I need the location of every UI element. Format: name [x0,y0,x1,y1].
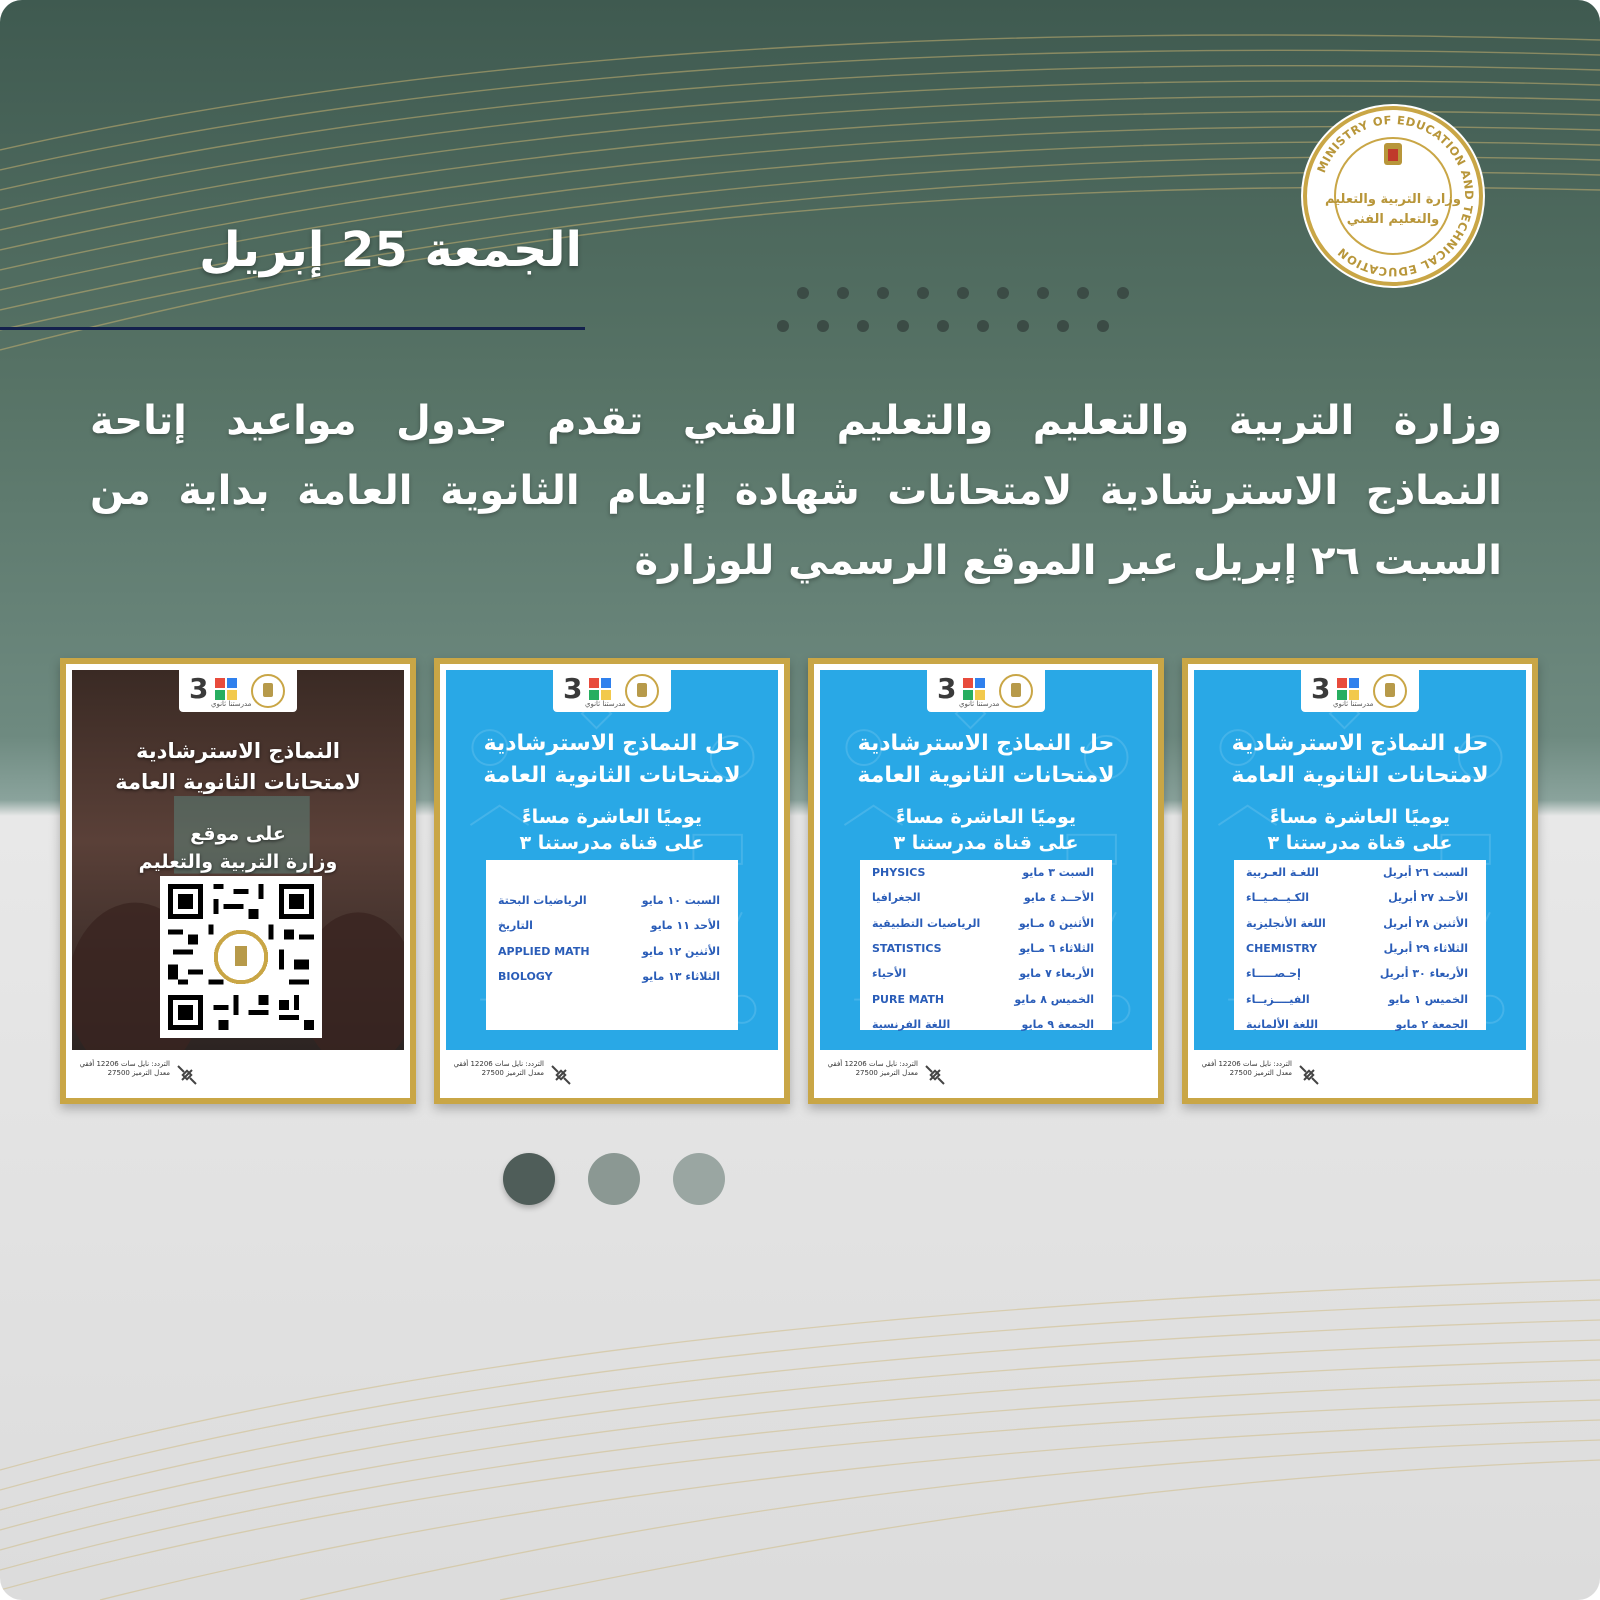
row-subject: الكـيــمـيــاء [1246,891,1309,904]
satellite-icon [548,1062,574,1088]
card-sub-line-1: يوميًا العاشرة مساءً [521,806,703,828]
date-title: الجمعة 25 إبريل [199,222,582,278]
row-day: الجمعة ٩ مايو [1021,1018,1094,1031]
logo-tiles-icon [1337,678,1359,700]
table-row [1234,1018,1486,1038]
table-row [860,993,1112,1013]
card-title-line-1: حل النماذج الاسترشادية [857,731,1115,756]
dot [1117,287,1129,299]
qr-title-line-1: النماذج الاسترشادية [136,739,340,763]
card-panel [820,670,1152,1050]
table-row [1234,917,1486,937]
schedule-table [1234,860,1486,1030]
table-row [1234,866,1486,886]
dot [1017,320,1029,332]
table-row [1234,967,1486,987]
logo-caption: مدرستنا ثانوي [211,700,252,708]
table-row [486,919,738,939]
row-day: الأثنين ٥ مـايو [1018,917,1094,930]
card-title-line-2: لامتحانات الثانوية العامة [857,763,1115,788]
schedule-table [860,860,1112,1030]
row-subject: BIOLOGY [498,970,553,983]
channel-logo [927,670,1045,712]
row-day: الأثنين ٢٨ أبريل [1383,917,1468,930]
qr-card[interactable] [60,658,416,1104]
row-day: الجمعة ٢ مايو [1395,1018,1468,1031]
row-subject: PURE MATH [872,993,945,1006]
row-day: الثلاثاء ٢٩ أبريل [1383,942,1468,955]
card-panel [446,670,778,1050]
row-day: الخميس ١ مايو [1388,993,1468,1006]
qr-sub-line-2: وزارة التربية والتعليم [138,851,338,873]
qr-sub-line-1: على موقع [190,823,286,845]
row-day: الخميس ٨ مايو [1014,993,1094,1006]
dot [877,287,889,299]
table-row [860,967,1112,987]
dot [1057,320,1069,332]
pager-dot-2[interactable] [588,1153,640,1205]
table-row [1234,942,1486,962]
card-subtitle [820,804,1152,856]
frequency-text: التردد: نايل سات 12206 أفقي معدل الترميز 27500 [453,1060,544,1077]
row-subject: اللغة الألمانية [1246,1018,1318,1031]
row-subject: APPLIED MATH [498,945,590,958]
row-subject: الفيــــزيــاء [1246,993,1310,1006]
card-subtitle [1194,804,1526,856]
schedule-card-3[interactable] [434,658,790,1104]
satellite-icon [174,1062,200,1088]
dot [977,320,989,332]
logo-tiles-icon [215,678,237,700]
row-subject: CHEMISTRY [1246,942,1318,955]
row-day: الأحـد ٢٧ أبريل [1388,891,1468,904]
card-sub-line-1: يوميًا العاشرة مساءً [895,806,1077,828]
logo-seal-icon [999,674,1033,708]
seal-arabic-1: وزارة التربية والتعليم [1325,192,1461,207]
frequency-text: التردد: نايل سات 12206 أفقي معدل الترميز 27500 [1201,1060,1292,1077]
qr-title-line-2: لامتحانات الثانوية العامة [115,770,361,794]
dot [917,287,929,299]
dot [897,320,909,332]
card-title [1194,728,1526,792]
row-subject: اللغـة العـربية [1246,866,1319,879]
logo-caption: مدرستنا ثانوي [959,700,1000,708]
row-day: الثلاثاء ٦ مـايو [1019,942,1094,955]
row-day: الأحد ١١ مايو [650,919,720,932]
table-row [486,970,738,990]
channel-logo [179,670,297,712]
dot [857,320,869,332]
row-day: الأربعاء ٣٠ أبريل [1379,967,1468,980]
dot [1037,287,1049,299]
table-row [1234,891,1486,911]
card-title-line-2: لامتحانات الثانوية العامة [483,763,741,788]
seal-arabic-2: والتعليم الفني [1346,212,1440,227]
satellite-icon [922,1062,948,1088]
dot [937,320,949,332]
row-day: السبت ١٠ مايو [641,894,720,907]
dot [1097,320,1109,332]
row-day: الثلاثاء ١٣ مايو [642,970,720,983]
dot [817,320,829,332]
card-footer [1200,1060,1340,1090]
row-subject: اللغة الأنجليزية [1246,917,1326,930]
table-row [860,917,1112,937]
row-subject: الرياضيات البحتة [498,894,587,907]
card-footer [826,1060,966,1090]
logo-seal-icon [251,674,285,708]
card-sub-line-2: على قناة مدرستنا ٣ [893,832,1079,854]
table-row [860,942,1112,962]
row-day: السبت ٢٦ أبريل [1382,866,1468,879]
seal-ring-text: MINISTRY OF EDUCATION AND TECHNICAL EDUCATION [1314,112,1477,280]
ministry-seal-icon [1300,103,1486,289]
headline [90,386,1502,596]
table-row [860,1018,1112,1038]
logo-number: 3 [189,672,209,705]
logo-number: 3 [1311,672,1331,705]
card-subtitle [446,804,778,856]
schedule-card-1[interactable] [1182,658,1538,1104]
dot [797,287,809,299]
channel-logo [553,670,671,712]
qr-code[interactable] [160,876,322,1038]
row-subject: STATISTICS [872,942,942,955]
card-sub-line-2: على قناة مدرستنا ٣ [519,832,705,854]
table-row [1234,993,1486,1013]
schedule-card-2[interactable] [808,658,1164,1104]
row-subject: التاريخ [498,919,533,932]
row-day: الأربعاء ٧ مايو [1019,967,1094,980]
card-panel [1194,670,1526,1050]
card-title [820,728,1152,792]
logo-caption: مدرستنا ثانوي [585,700,626,708]
qr-card-title [72,736,404,798]
logo-tiles-icon [589,678,611,700]
logo-tiles-icon [963,678,985,700]
frequency-text: التردد: نايل سات 12206 أفقي معدل الترميز 27500 [79,1060,170,1077]
channel-logo [1301,670,1419,712]
dot [1077,287,1089,299]
row-subject: PHYSICS [872,866,926,879]
logo-seal-icon [1373,674,1407,708]
dot [837,287,849,299]
table-row [860,866,1112,886]
row-subject: الجغرافيا [872,891,921,904]
card-title-line-1: حل النماذج الاسترشادية [483,731,741,756]
headline-line-2: النماذج الاسترشادية لامتحانات شهادة إتمام الثانوية العامة بداية من [90,468,1502,514]
row-subject: اللغة الفرنسية [872,1018,951,1031]
row-day: السبت ٣ مايو [1022,866,1094,879]
table-row [860,891,1112,911]
card-title-line-2: لامتحانات الثانوية العامة [1231,763,1489,788]
card-panel-photo [72,670,404,1050]
qr-code-icon [168,884,314,1030]
qr-card-subtitle [72,820,404,876]
card-sub-line-1: يوميًا العاشرة مساءً [1269,806,1451,828]
card-title [446,728,778,792]
logo-number: 3 [563,672,583,705]
dot [997,287,1009,299]
row-subject: إحـصـــــاء [1246,967,1301,980]
row-subject: الرياضيات التطبيقية [872,917,981,930]
pager-dot-1-active[interactable] [503,1153,555,1205]
dot [777,320,789,332]
logo-seal-icon [625,674,659,708]
card-title-line-1: حل النماذج الاسترشادية [1231,731,1489,756]
row-day: الأثنين ١٢ مايو [641,945,720,958]
card-footer [452,1060,592,1090]
table-row [486,894,738,914]
schedule-table [486,860,738,1030]
satellite-icon [1296,1062,1322,1088]
date-underline [0,327,585,330]
card-footer [78,1060,218,1090]
headline-line-3: السبت ٢٦ إبريل عبر الموقع الرسمي للوزارة [634,538,1502,584]
pager-dot-3[interactable] [673,1153,725,1205]
headline-line-1: وزارة التربية والتعليم والتعليم الفني تقدم جدول مواعيد إتاحة [90,398,1502,444]
frequency-text: التردد: نايل سات 12206 أفقي معدل الترميز 27500 [827,1060,918,1077]
logo-caption: مدرستنا ثانوي [1333,700,1374,708]
card-sub-line-2: على قناة مدرستنا ٣ [1267,832,1453,854]
dot [957,287,969,299]
row-day: الأحــد ٤ مايو [1023,891,1094,904]
row-subject: الأحياء [872,967,907,980]
logo-number: 3 [937,672,957,705]
table-row [486,945,738,965]
